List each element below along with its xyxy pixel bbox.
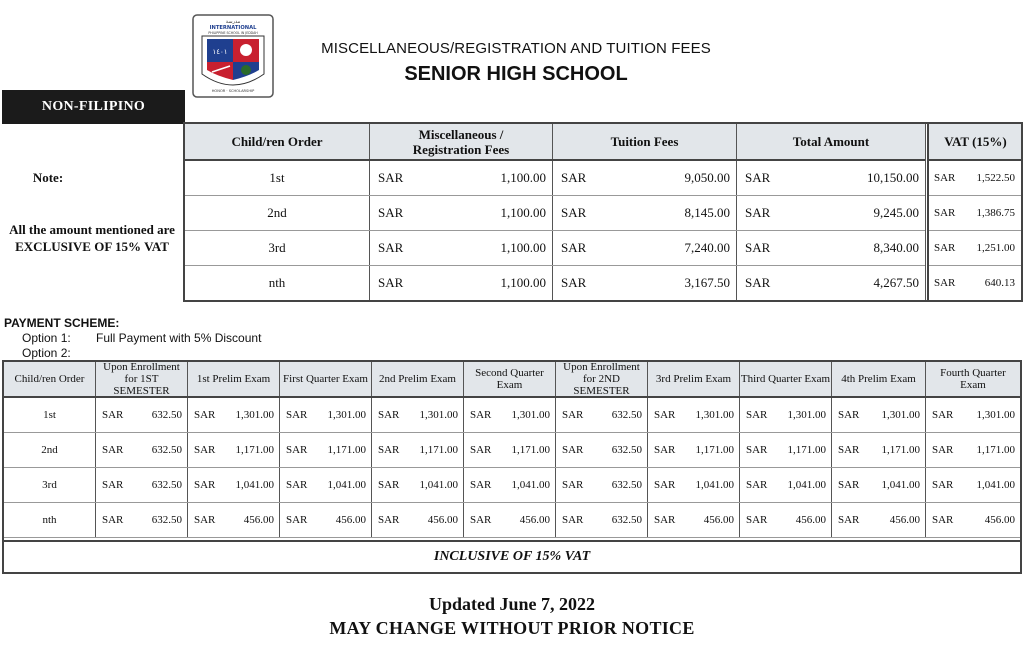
amount-value: 632.50 — [611, 444, 642, 456]
header-1st-prelim: 1st Prelim Exam — [188, 362, 280, 396]
amount-cell — [832, 398, 926, 432]
currency-label: SAR — [745, 205, 771, 220]
currency-label: SAR — [745, 275, 771, 290]
amount-cell — [926, 433, 1020, 467]
amount-value: 1,171.00 — [787, 444, 826, 456]
amount-value: 1,041.00 — [787, 479, 826, 491]
header-tuition: Tuition Fees — [553, 124, 737, 159]
table-row — [185, 196, 1021, 231]
note-label: Note: — [32, 170, 64, 185]
svg-text:INTERNATIONAL: INTERNATIONAL — [209, 25, 257, 31]
amount-value: 1,041.00 — [976, 479, 1015, 491]
header-total: Total Amount — [737, 124, 926, 159]
total-cell — [737, 266, 926, 300]
header-first-quarter: First Quarter Exam — [280, 362, 372, 396]
column-divider — [925, 124, 929, 300]
currency-label: SAR — [746, 444, 768, 456]
header-third-quarter: Third Quarter Exam — [740, 362, 832, 396]
svg-text:HONOR · SCHOLARSHIP: HONOR · SCHOLARSHIP — [211, 89, 255, 93]
fee-table-header — [185, 124, 1021, 161]
amount-value: 1,301.00 — [419, 409, 458, 421]
header-enroll-1st: Upon Enrollment for 1ST SEMESTER — [96, 362, 188, 396]
header-enroll-2nd: Upon Enrollment for 2ND SEMESTER — [556, 362, 648, 396]
header-misc: Miscellaneous / Registration Fees — [370, 124, 553, 159]
amount-cell — [280, 503, 372, 537]
currency-label: SAR — [934, 207, 956, 219]
amount-value: 632.50 — [151, 444, 182, 456]
option1-label: Option 1: — [22, 331, 71, 345]
table-row — [185, 161, 1021, 196]
installment-table-header — [4, 362, 1020, 398]
misc-value: 1,100.00 — [500, 240, 546, 255]
total-value: 8,340.00 — [873, 240, 919, 255]
amount-value: 456.00 — [889, 514, 920, 526]
currency-label: SAR — [562, 479, 584, 491]
vat-cell — [930, 266, 1021, 300]
amount-cell — [280, 468, 372, 502]
amount-value: 1,041.00 — [235, 479, 274, 491]
misc-cell — [370, 161, 553, 195]
currency-label: SAR — [378, 409, 400, 421]
total-value: 9,245.00 — [873, 205, 919, 220]
amount-cell — [556, 503, 648, 537]
currency-label: SAR — [838, 514, 860, 526]
currency-label: SAR — [286, 409, 308, 421]
vat-value: 640.13 — [984, 277, 1015, 289]
tuition-cell — [553, 161, 737, 195]
amount-value: 1,301.00 — [235, 409, 274, 421]
amount-cell — [188, 398, 280, 432]
currency-label: SAR — [194, 444, 216, 456]
currency-label: SAR — [746, 409, 768, 421]
total-cell — [737, 231, 926, 265]
currency-label: SAR — [378, 240, 404, 255]
currency-label: SAR — [934, 277, 956, 289]
amount-cell — [280, 433, 372, 467]
currency-label: SAR — [562, 444, 584, 456]
amount-value: 1,041.00 — [419, 479, 458, 491]
currency-label: SAR — [934, 242, 956, 254]
misc-cell — [370, 196, 553, 230]
vat-value: 1,386.75 — [976, 207, 1015, 219]
note-text: All the amount mentioned are EXCLUSIVE OF 15% VAT — [9, 222, 175, 254]
vat-value: 1,522.50 — [976, 172, 1015, 184]
row-order: 2nd — [4, 433, 96, 467]
amount-value: 1,041.00 — [881, 479, 920, 491]
tuition-cell — [553, 196, 737, 230]
currency-label: SAR — [562, 409, 584, 421]
total-cell — [737, 161, 926, 195]
header-order: Child/ren Order — [4, 362, 96, 396]
school-logo-icon — [192, 14, 274, 98]
header-3rd-prelim: 3rd Prelim Exam — [648, 362, 740, 396]
amount-value: 1,171.00 — [511, 444, 550, 456]
table-row — [4, 503, 1020, 538]
misc-value: 1,100.00 — [500, 205, 546, 220]
tuition-value: 8,145.00 — [684, 205, 730, 220]
amount-cell — [648, 503, 740, 537]
header-2nd-prelim: 2nd Prelim Exam — [372, 362, 464, 396]
amount-cell — [556, 433, 648, 467]
header-4th-prelim: 4th Prelim Exam — [832, 362, 926, 396]
svg-text:مدرسة: مدرسة — [225, 19, 241, 25]
currency-label: SAR — [470, 409, 492, 421]
currency-label: SAR — [286, 444, 308, 456]
currency-label: SAR — [561, 240, 587, 255]
amount-cell — [280, 398, 372, 432]
table-row — [4, 433, 1020, 468]
tuition-cell — [553, 266, 737, 300]
currency-label: SAR — [378, 275, 404, 290]
currency-label: SAR — [654, 409, 676, 421]
table-row — [185, 266, 1021, 301]
currency-label: SAR — [102, 479, 124, 491]
currency-label: SAR — [838, 409, 860, 421]
amount-cell — [832, 468, 926, 502]
misc-value: 1,100.00 — [500, 275, 546, 290]
currency-label: SAR — [561, 275, 587, 290]
tuition-value: 9,050.00 — [684, 170, 730, 185]
currency-label: SAR — [932, 409, 954, 421]
amount-value: 632.50 — [611, 409, 642, 421]
row-order: 1st — [185, 161, 370, 195]
currency-label: SAR — [932, 444, 954, 456]
amount-value: 1,041.00 — [511, 479, 550, 491]
tuition-value: 3,167.50 — [684, 275, 730, 290]
table-row — [4, 398, 1020, 433]
fee-table — [183, 122, 1023, 302]
currency-label: SAR — [102, 514, 124, 526]
amount-cell — [832, 433, 926, 467]
amount-value: 1,041.00 — [695, 479, 734, 491]
category-badge — [2, 90, 185, 124]
amount-cell — [464, 503, 556, 537]
amount-cell — [648, 398, 740, 432]
currency-label: SAR — [470, 514, 492, 526]
amount-cell — [188, 433, 280, 467]
row-order: 2nd — [185, 196, 370, 230]
category-label: NON-FILIPINO — [41, 99, 146, 114]
payment-scheme-title: PAYMENT SCHEME: — [4, 316, 120, 330]
currency-label: SAR — [838, 479, 860, 491]
currency-label: SAR — [378, 170, 404, 185]
row-order: nth — [4, 503, 96, 537]
amount-cell — [648, 433, 740, 467]
amount-cell — [464, 398, 556, 432]
amount-cell — [96, 433, 188, 467]
currency-label: SAR — [470, 444, 492, 456]
amount-value: 1,171.00 — [881, 444, 920, 456]
amount-value: 456.00 — [335, 514, 366, 526]
vat-cell — [930, 231, 1021, 265]
installment-table — [2, 360, 1022, 574]
amount-cell — [188, 503, 280, 537]
total-value: 10,150.00 — [867, 170, 919, 185]
total-value: 4,267.50 — [873, 275, 919, 290]
amount-cell — [740, 503, 832, 537]
amount-value: 1,301.00 — [695, 409, 734, 421]
table-row — [4, 468, 1020, 503]
currency-label: SAR — [746, 514, 768, 526]
amount-cell — [648, 468, 740, 502]
page-subtitle: MISCELLANEOUS/REGISTRATION AND TUITION FEES — [321, 40, 711, 57]
amount-value: 1,171.00 — [976, 444, 1015, 456]
header-vat: VAT (15%) — [944, 134, 1007, 149]
vat-inclusive-note: INCLUSIVE OF 15% VAT — [4, 540, 1020, 572]
currency-label: SAR — [746, 479, 768, 491]
currency-label: SAR — [654, 479, 676, 491]
amount-value: 1,301.00 — [881, 409, 920, 421]
amount-value: 632.50 — [151, 479, 182, 491]
amount-cell — [372, 433, 464, 467]
amount-cell — [832, 503, 926, 537]
amount-cell — [464, 468, 556, 502]
amount-value: 1,171.00 — [695, 444, 734, 456]
currency-label: SAR — [654, 444, 676, 456]
currency-label: SAR — [932, 479, 954, 491]
amount-cell — [740, 398, 832, 432]
amount-value: 1,171.00 — [327, 444, 366, 456]
amount-cell — [96, 398, 188, 432]
amount-cell — [556, 468, 648, 502]
amount-cell — [926, 503, 1020, 537]
amount-value: 632.50 — [151, 514, 182, 526]
amount-value: 456.00 — [703, 514, 734, 526]
row-order: 1st — [4, 398, 96, 432]
currency-label: SAR — [378, 444, 400, 456]
amount-value: 1,171.00 — [235, 444, 274, 456]
change-notice: MAY CHANGE WITHOUT PRIOR NOTICE — [329, 618, 695, 638]
misc-value: 1,100.00 — [500, 170, 546, 185]
amount-cell — [926, 468, 1020, 502]
currency-label: SAR — [194, 409, 216, 421]
amount-cell — [96, 468, 188, 502]
vat-value: 1,251.00 — [976, 242, 1015, 254]
misc-cell — [370, 231, 553, 265]
page-title: SENIOR HIGH SCHOOL — [404, 63, 628, 85]
svg-text:PHILIPPINE SCHOOL IN JEDDAH: PHILIPPINE SCHOOL IN JEDDAH — [208, 31, 258, 35]
updated-date: Updated June 7, 2022 — [428, 594, 596, 614]
header-fourth-quarter: Fourth Quarter Exam — [940, 367, 1006, 391]
amount-value: 1,301.00 — [976, 409, 1015, 421]
currency-label: SAR — [745, 240, 771, 255]
amount-cell — [464, 433, 556, 467]
amount-value: 1,171.00 — [419, 444, 458, 456]
row-order: 3rd — [4, 468, 96, 502]
tuition-cell — [553, 231, 737, 265]
currency-label: SAR — [286, 514, 308, 526]
header-order: Child/ren Order — [185, 124, 370, 159]
table-row — [185, 231, 1021, 266]
misc-cell — [370, 266, 553, 300]
currency-label: SAR — [561, 170, 587, 185]
amount-value: 1,301.00 — [511, 409, 550, 421]
currency-label: SAR — [102, 409, 124, 421]
amount-cell — [556, 398, 648, 432]
amount-value: 632.50 — [151, 409, 182, 421]
currency-label: SAR — [470, 479, 492, 491]
amount-value: 1,301.00 — [787, 409, 826, 421]
amount-value: 456.00 — [795, 514, 826, 526]
amount-value: 632.50 — [611, 479, 642, 491]
option1-text: Full Payment with 5% Discount — [96, 331, 262, 345]
currency-label: SAR — [562, 514, 584, 526]
currency-label: SAR — [102, 444, 124, 456]
amount-cell — [188, 468, 280, 502]
amount-cell — [740, 468, 832, 502]
vat-cell — [930, 196, 1021, 230]
option2-label: Option 2: — [22, 346, 71, 360]
currency-label: SAR — [378, 479, 400, 491]
amount-cell — [96, 503, 188, 537]
tuition-value: 7,240.00 — [684, 240, 730, 255]
currency-label: SAR — [654, 514, 676, 526]
total-cell — [737, 196, 926, 230]
amount-value: 1,041.00 — [327, 479, 366, 491]
amount-value: 456.00 — [427, 514, 458, 526]
amount-cell — [372, 503, 464, 537]
currency-label: SAR — [286, 479, 308, 491]
header-second-quarter: Second Quarter Exam — [464, 362, 556, 396]
row-order: nth — [185, 266, 370, 300]
currency-label: SAR — [838, 444, 860, 456]
currency-label: SAR — [194, 479, 216, 491]
amount-value: 1,301.00 — [327, 409, 366, 421]
row-order: 3rd — [185, 231, 370, 265]
vat-cell — [930, 161, 1021, 195]
currency-label: SAR — [932, 514, 954, 526]
svg-text:١٤٠١: ١٤٠١ — [212, 48, 228, 56]
currency-label: SAR — [378, 205, 404, 220]
amount-value: 456.00 — [243, 514, 274, 526]
amount-value: 456.00 — [519, 514, 550, 526]
currency-label: SAR — [378, 514, 400, 526]
amount-value: 456.00 — [984, 514, 1015, 526]
currency-label: SAR — [934, 172, 956, 184]
currency-label: SAR — [745, 170, 771, 185]
amount-cell — [926, 398, 1020, 432]
amount-value: 632.50 — [611, 514, 642, 526]
amount-cell — [372, 468, 464, 502]
currency-label: SAR — [561, 205, 587, 220]
currency-label: SAR — [194, 514, 216, 526]
amount-cell — [740, 433, 832, 467]
amount-cell — [372, 398, 464, 432]
